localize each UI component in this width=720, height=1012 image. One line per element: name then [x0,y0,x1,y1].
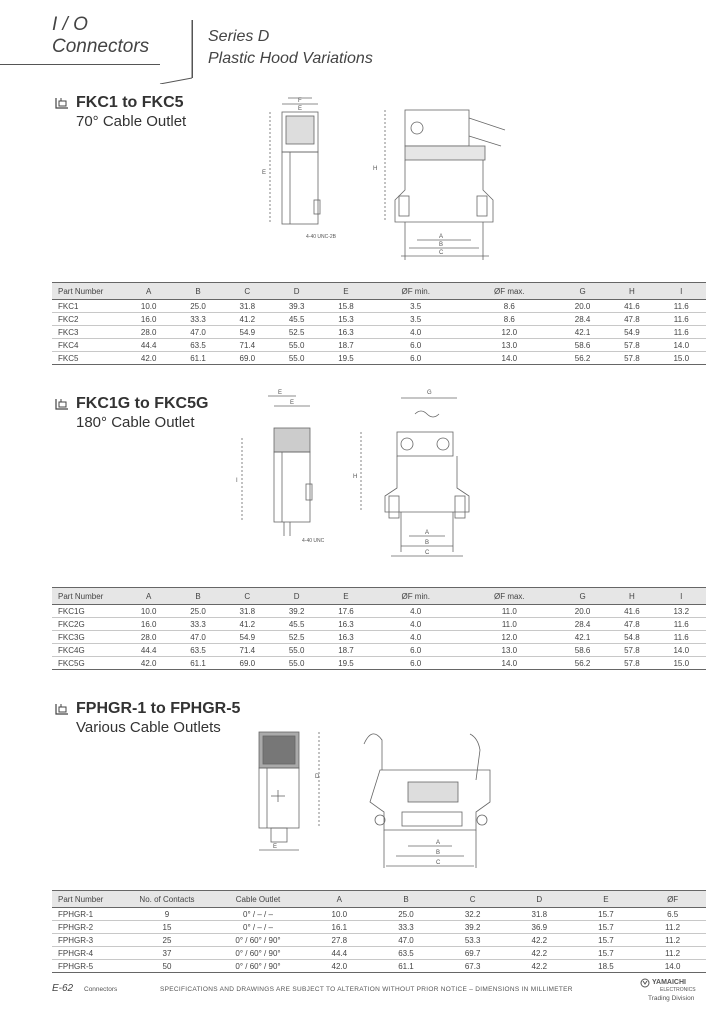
col-header: C [223,283,272,300]
dim-label-e: E [278,390,283,396]
table-cell: 15.7 [573,947,640,960]
table-cell: 47.0 [173,631,222,644]
dim-label-b: B [436,850,441,856]
dim-label-g: G [427,390,432,396]
table-cell: 17.6 [321,605,370,618]
table-cell: 61.1 [373,960,440,973]
table-cell: 15.7 [573,934,640,947]
col-header: H [607,588,656,605]
table-cell: 52.5 [272,631,321,644]
table-cell: 3.5 [371,313,461,326]
table-cell: 41.2 [223,313,272,326]
table-cell: 13.0 [461,339,558,352]
dim-label-a: A [425,530,430,536]
table-cell: 36.9 [506,921,573,934]
table-cell: 0° / – / – [210,908,306,921]
col-header: A [306,891,373,908]
col-header: I [657,588,706,605]
table-cell: 20.0 [558,605,607,618]
section-title-fkcg [54,395,208,431]
col-header: ØF max. [461,588,558,605]
section-title-text: FPHGR-1 to FPHGR-5 [76,700,241,717]
dim-label-d: D [315,774,320,780]
table-cell: 25.0 [373,908,440,921]
dim-label-a: A [439,234,444,240]
table-cell: 10.0 [124,300,173,313]
col-header: B [173,588,222,605]
dim-label-c: C [425,550,430,556]
table-row [52,657,706,670]
header-series [208,26,373,70]
footer-disclaimer: SPECIFICATIONS AND DRAWINGS ARE SUBJECT TO ALTERATION WITHOUT PRIOR NOTICE – DIMENSIONS IN MILLIMETER [160,986,573,993]
table-cell: 56.2 [558,352,607,365]
table-cell: 58.6 [558,339,607,352]
table-cell: 33.3 [373,921,440,934]
connector-bullet-icon [54,396,70,412]
col-header: D [272,588,321,605]
table-row [52,618,706,631]
table-cell: 6.0 [371,644,461,657]
dim-label-e: E [273,844,278,850]
table-cell: 18.7 [321,644,370,657]
table-cell: 13.2 [657,605,706,618]
col-header: Part Number [52,891,124,908]
fkc-spec-table [52,282,706,365]
table-cell: 31.8 [223,605,272,618]
brand-sub: ELECTRONICS [660,987,696,993]
table-row [52,631,706,644]
table-cell: 15.8 [321,300,370,313]
col-header: B [373,891,440,908]
table-cell: FKC1 [52,300,124,313]
table-cell: 8.6 [461,313,558,326]
dim-label-c: C [439,250,444,256]
table-cell: 16.0 [124,618,173,631]
table-cell: 15 [124,921,210,934]
table-cell: 4.0 [371,605,461,618]
col-header: Cable Outlet [210,891,306,908]
table-cell: 11.6 [657,313,706,326]
table-cell: 42.1 [558,326,607,339]
table-cell: 14.0 [639,960,706,973]
dim-label-c: C [436,860,441,866]
table-cell: 44.4 [124,644,173,657]
table-cell: 47.0 [373,934,440,947]
table-row [52,339,706,352]
table-header-row [52,891,706,908]
table-cell: 41.6 [607,605,656,618]
yamaichi-logo-icon [640,978,650,988]
table-cell: 44.4 [306,947,373,960]
dim-label-i: I [236,478,238,484]
table-cell: 0° / 60° / 90° [210,960,306,973]
fphgr-front-view-drawing [340,722,510,872]
fkcg-side-view-drawing [232,388,342,550]
col-header: A [124,283,173,300]
table-cell: 6.0 [371,352,461,365]
section-title-fkc [54,94,186,130]
table-cell: 3.5 [371,300,461,313]
table-cell: 14.0 [461,352,558,365]
table-cell: 25.0 [173,605,222,618]
col-header: H [607,283,656,300]
col-header: D [272,283,321,300]
table-cell: 16.1 [306,921,373,934]
table-cell: 4.0 [371,631,461,644]
table-cell: FPHGR-1 [52,908,124,921]
table-cell: 28.0 [124,631,173,644]
connector-bullet-icon [54,701,70,717]
table-row [52,644,706,657]
table-cell: 57.8 [607,352,656,365]
col-header: E [321,283,370,300]
table-cell: 39.2 [272,605,321,618]
table-cell: 14.0 [461,657,558,670]
table-cell: 8.6 [461,300,558,313]
table-cell: 6.0 [371,339,461,352]
table-cell: 42.2 [506,947,573,960]
col-header: B [173,283,222,300]
table-cell: 42.0 [124,657,173,670]
table-cell: 63.5 [373,947,440,960]
table-cell: 58.6 [558,644,607,657]
header-category-line1: I / O [52,14,88,35]
table-cell: FKC3 [52,326,124,339]
col-header: I [657,283,706,300]
table-row [52,605,706,618]
table-cell: 67.3 [439,960,506,973]
col-header: C [439,891,506,908]
table-cell: FKC1G [52,605,124,618]
table-cell: 14.0 [657,644,706,657]
table-cell: 42.1 [558,631,607,644]
fkcg-front-view-drawing [345,384,505,564]
col-header: ØF min. [371,283,461,300]
section-title-fphgr [54,700,240,736]
section-title-text: FKC1 to FKC5 [76,94,184,111]
table-cell: 69.0 [223,657,272,670]
table-cell: 31.8 [223,300,272,313]
table-cell: 15.3 [321,313,370,326]
table-row [52,300,706,313]
col-header: ØF [639,891,706,908]
table-row [52,934,706,947]
table-cell: 53.3 [439,934,506,947]
col-header: E [321,588,370,605]
table-cell: FKC5G [52,657,124,670]
table-cell: 0° / 60° / 90° [210,947,306,960]
table-cell: 61.1 [173,657,222,670]
table-cell: 42.0 [306,960,373,973]
table-cell: 47.8 [607,618,656,631]
table-row [52,947,706,960]
table-cell: 55.0 [272,644,321,657]
col-header: No. of Contacts [124,891,210,908]
table-cell: 11.0 [461,618,558,631]
col-header: G [558,283,607,300]
header-category-line2: Connectors [52,36,150,57]
table-cell: 69.0 [223,352,272,365]
dim-label-f: F [298,98,302,104]
brand-name: YAMAICHI [652,979,686,986]
table-cell: 10.0 [306,908,373,921]
table-cell: 6.5 [639,908,706,921]
table-cell: FPHGR-2 [52,921,124,934]
table-cell: 16.3 [321,326,370,339]
dim-label-thread: 4-40 UNC-2B [306,234,337,240]
table-cell: 16.3 [321,631,370,644]
table-cell: 41.6 [607,300,656,313]
table-cell: 32.2 [439,908,506,921]
table-cell: 28.0 [124,326,173,339]
table-cell: 14.0 [657,339,706,352]
col-header: G [558,588,607,605]
table-cell: 10.0 [124,605,173,618]
header-series-line2: Plastic Hood Variations [208,50,373,67]
dim-label-h: H [373,166,378,172]
table-cell: 16.0 [124,313,173,326]
table-cell: 11.6 [657,631,706,644]
table-row [52,921,706,934]
table-cell: 44.4 [124,339,173,352]
table-cell: 54.9 [223,326,272,339]
table-cell: 18.5 [573,960,640,973]
table-cell: 42.2 [506,934,573,947]
section-subtitle: Various Cable Outlets [76,719,221,736]
table-cell: 13.0 [461,644,558,657]
table-cell: 28.4 [558,618,607,631]
table-cell: 11.2 [639,921,706,934]
table-cell: 39.2 [439,921,506,934]
table-cell: FKC2 [52,313,124,326]
table-cell: 18.7 [321,339,370,352]
connector-bullet-icon [54,95,70,111]
col-header: ØF min. [371,588,461,605]
table-cell: 11.0 [461,605,558,618]
table-cell: 57.8 [607,644,656,657]
table-cell: FPHGR-3 [52,934,124,947]
col-header: D [506,891,573,908]
dim-label-thread: 4-40 UNC [302,538,325,544]
table-cell: 4.0 [371,618,461,631]
col-header: ØF max. [461,283,558,300]
table-row [52,352,706,365]
table-cell: 31.8 [506,908,573,921]
table-cell: FPHGR-5 [52,960,124,973]
table-cell: 61.1 [173,352,222,365]
table-cell: 50 [124,960,210,973]
table-row [52,326,706,339]
table-cell: 11.2 [639,934,706,947]
table-cell: 54.8 [607,631,656,644]
table-cell: 71.4 [223,339,272,352]
table-cell: 19.5 [321,657,370,670]
table-cell: 4.0 [371,326,461,339]
dim-label-b: B [439,242,444,248]
col-header: A [124,588,173,605]
table-cell: 6.0 [371,657,461,670]
page-number: E-62 [52,983,74,994]
col-header: Part Number [52,283,124,300]
table-row [52,908,706,921]
table-cell: 0° / – / – [210,921,306,934]
section-subtitle: 180° Cable Outlet [76,414,195,431]
dim-label-e-inner: E [290,400,295,406]
col-header: E [573,891,640,908]
table-cell: 11.6 [657,618,706,631]
table-cell: 19.5 [321,352,370,365]
dim-label-b: B [425,540,430,546]
dim-label-e: E [262,170,267,176]
table-cell: 63.5 [173,339,222,352]
table-cell: FKC3G [52,631,124,644]
col-header: C [223,588,272,605]
table-cell: FKC5 [52,352,124,365]
table-cell: 39.3 [272,300,321,313]
brand-division: Trading Division [648,995,695,1002]
table-cell: 16.3 [321,618,370,631]
table-cell: 42.2 [506,960,573,973]
table-row [52,960,706,973]
table-cell: 55.0 [272,657,321,670]
dim-label-e-top: E [298,106,303,112]
table-cell: 63.5 [173,644,222,657]
fphgr-spec-table [52,890,706,973]
fphgr-side-view-drawing [245,722,335,862]
footer-section: Connectors [84,986,118,993]
table-cell: 69.7 [439,947,506,960]
table-cell: 37 [124,947,210,960]
header-divider-diagonal [150,20,194,84]
dim-label-a: A [436,840,441,846]
table-cell: 57.8 [607,339,656,352]
table-cell: 28.4 [558,313,607,326]
table-cell: 54.9 [223,631,272,644]
table-cell: 71.4 [223,644,272,657]
table-cell: 12.0 [461,631,558,644]
table-header-row [52,588,706,605]
header-category [52,14,149,58]
table-cell: 15.0 [657,657,706,670]
section-subtitle: 70° Cable Outlet [76,113,187,130]
table-cell: FKC4 [52,339,124,352]
section-title-text: FKC1G to FKC5G [76,395,209,412]
table-cell: 15.7 [573,921,640,934]
table-cell: FPHGR-4 [52,947,124,960]
table-cell: 33.3 [173,313,222,326]
fkc-front-view-drawing [365,100,515,268]
table-cell: 11.2 [639,947,706,960]
table-cell: 20.0 [558,300,607,313]
fkc-side-view-drawing [250,92,350,242]
table-cell: FKC2G [52,618,124,631]
col-header: Part Number [52,588,124,605]
table-cell: 0° / 60° / 90° [210,934,306,947]
table-cell: 33.3 [173,618,222,631]
table-cell: 45.5 [272,313,321,326]
table-cell: 57.8 [607,657,656,670]
table-cell: 47.8 [607,313,656,326]
table-cell: 11.6 [657,326,706,339]
table-cell: 9 [124,908,210,921]
dim-label-h: H [353,474,358,480]
table-cell: 45.5 [272,618,321,631]
table-cell: 55.0 [272,339,321,352]
header-rule-left [0,64,160,65]
table-cell: 42.0 [124,352,173,365]
table-cell: 54.9 [607,326,656,339]
table-cell: 52.5 [272,326,321,339]
table-cell: FKC4G [52,644,124,657]
table-cell: 25 [124,934,210,947]
header-series-line1: Series D [208,28,270,45]
table-row [52,313,706,326]
table-header-row [52,283,706,300]
table-cell: 15.0 [657,352,706,365]
table-cell: 56.2 [558,657,607,670]
fkcg-spec-table [52,587,706,670]
table-cell: 47.0 [173,326,222,339]
table-cell: 11.6 [657,300,706,313]
table-cell: 15.7 [573,908,640,921]
table-cell: 27.8 [306,934,373,947]
table-cell: 25.0 [173,300,222,313]
table-cell: 41.2 [223,618,272,631]
table-cell: 12.0 [461,326,558,339]
table-cell: 55.0 [272,352,321,365]
